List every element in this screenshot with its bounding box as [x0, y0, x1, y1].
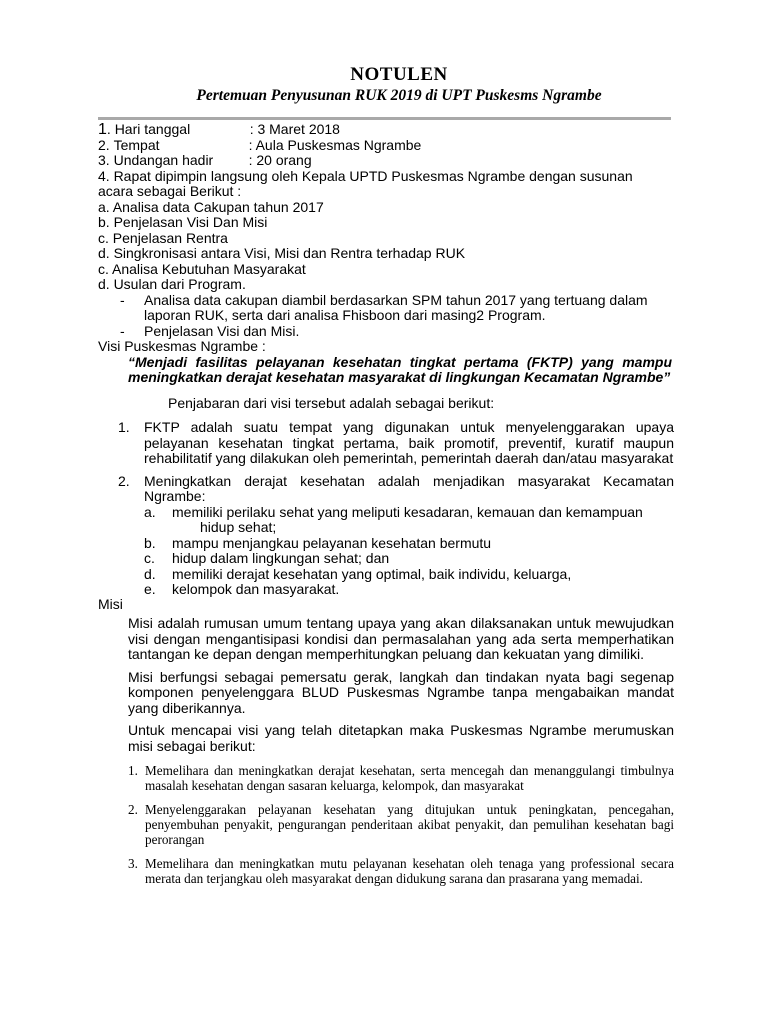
dash-marker: - [120, 322, 125, 339]
visi-points [98, 420, 676, 598]
visi-point: 2. Meningkatkan derajat kesehatan adalah menjadikan masyarakat Kecamatan Ngrambe: a. memiliki perilaku sehat yang meliputi kesadaran, kemauan dan kemampuan hidup sehat; b. mampu menjangkau pelayanan kesehatan bermutu c. hidup dalam lingkungan sehat; dan d. memiliki derajat kesehatan yang optimal, baik individu, keluarga, e. kelompok dan masyarakat. [118, 472, 674, 597]
dash-list-item: - Penjelasan Visi dan Misi. [120, 322, 300, 339]
visi-subpoints [144, 505, 674, 598]
dash-marker: - [120, 291, 125, 308]
info-value: : 3 Maret 2018 [249, 121, 340, 137]
info-row-attendance: 3. Undangan hadir : 20 orang [98, 152, 312, 168]
document-title: NOTULEN [350, 64, 448, 85]
visi-subpoint: b. mampu menjangkau pelayanan kesehatan bermutu [144, 534, 492, 551]
agenda-item: c. Analisa Kebutuhan Masyarakat [98, 260, 306, 277]
visi-subpoint: e. kelompok dan masyarakat. [144, 581, 340, 597]
info-label: Tempat [113, 136, 160, 153]
misi-paragraph: Misi berfungsi sebagai pemersatu gerak, langkah dan tindakan nyata bagi segenap komponen penyelenggara BLUD Puskesmas Ngrambe tanpa mengabaikan mandat yang diberikannya. [128, 668, 674, 716]
document-subtitle: Pertemuan Penyusunan RUK 2019 di UPT Puskesms Ngrambe [196, 87, 602, 104]
visi-subpoint: c. hidup dalam lingkungan sehat; dan [144, 550, 390, 566]
item4-line: acara sebagai Berikut : [98, 183, 242, 199]
misi-list-item: 2. Menyelenggarakan pelayanan kesehatan yang ditujukan untuk peningkatan, pencegahan, penyembuhan penyakit, pengurangan penderitaan akibat penyakit, dan pemulihan kesehatan bagi perorangan [128, 802, 674, 847]
info-row-place: 2. Tempat : Aula Puskesmas Ngrambe [98, 136, 422, 153]
document-body [98, 122, 676, 895]
misi-list-item: 1. Memelihara dan meningkatkan derajat kesehatan, serta mencegah dan menanggulangi timbulnya masalah kesehatan dengan sasaran keluarga, kelompok, dan masyarakat [128, 763, 674, 793]
item4-line: 4. Rapat dipimpin langsung oleh Kepala UPTD Puskesmas Ngrambe dengan susunan [98, 167, 633, 184]
info-value: : 20 orang [248, 152, 312, 168]
visi-quote: “Menjadi fasilitas pelayanan kesehatan tingkat pertama (FKTP) yang mampu meningkatkan derajat kesehatan masyarakat di lingkungan Kecamatan Ngrambe” [128, 353, 672, 385]
agenda-item: a. Analisa data Cakupan tahun 2017 [98, 198, 324, 215]
header-divider [98, 117, 671, 120]
agenda-item: c. Penjelasan Rentra [98, 229, 228, 246]
info-value: : Aula Puskesmas Ngrambe [248, 136, 422, 153]
dash-list-item: - Analisa data cakupan diambil berdasarkan SPM tahun 2017 yang tertuang dalam laporan RUK, serta dari analisa Fhisboon dari masing2 Program. [120, 291, 648, 323]
visi-subpoint: d. memiliki derajat kesehatan yang optimal, baik individu, keluarga, [144, 565, 572, 582]
visi-heading: Visi Puskesmas Ngrambe : [98, 338, 266, 354]
misi-heading: Misi [98, 595, 123, 612]
info-label: Hari tanggal [114, 121, 191, 137]
misi-paragraph: Untuk mencapai visi yang telah ditetapkan maka Puskesmas Ngrambe merumuskan misi sebagai berikut: [128, 722, 674, 754]
agenda-item: d. Singkronisasi antara Visi, Misi dan Rentra terhadap RUK [98, 245, 466, 261]
info-row-date: 1. Hari tanggal : 3 Maret 2018 [98, 121, 340, 138]
agenda-item: b. Penjelasan Visi Dan Misi [98, 214, 268, 230]
agenda-item: d. Usulan dari Program. [98, 276, 246, 292]
visi-intro: Penjabaran dari visi tersebut adalah sebagai berikut: [168, 394, 495, 411]
info-label: Undangan hadir [113, 152, 214, 168]
visi-subpoint: a. memiliki perilaku sehat yang meliputi kesadaran, kemauan dan kemampuan hidup sehat; [144, 503, 643, 535]
misi-list-item: 3. Memelihara dan meningkatkan mutu pelayanan kesehatan oleh tenaga yang professional secara merata dan terjangkau oleh masyarakat dengan didukung sarana dan prasarana yang memadai. [128, 856, 674, 886]
misi-list [128, 763, 674, 886]
misi-paragraph: Misi adalah rumusan umum tentang upaya yang akan dilaksanakan untuk mewujudkan visi dengan mengantisipasi kondisi dan permasalahan yang ada serta memperhatikan tantangan ke depan dengan memperhitungkan peluang dan kekuatan yang dimiliki. [128, 615, 674, 662]
visi-point: 1. FKTP adalah suatu tempat yang digunakan untuk menyelenggarakan upaya pelayanan kesehatan tingkat pertama, baik promotif, preventif, kuratif maupun rehabilitatif yang dilakukan oleh pemerintah, pemerintah daerah dan/atau masyarakat [118, 419, 674, 466]
